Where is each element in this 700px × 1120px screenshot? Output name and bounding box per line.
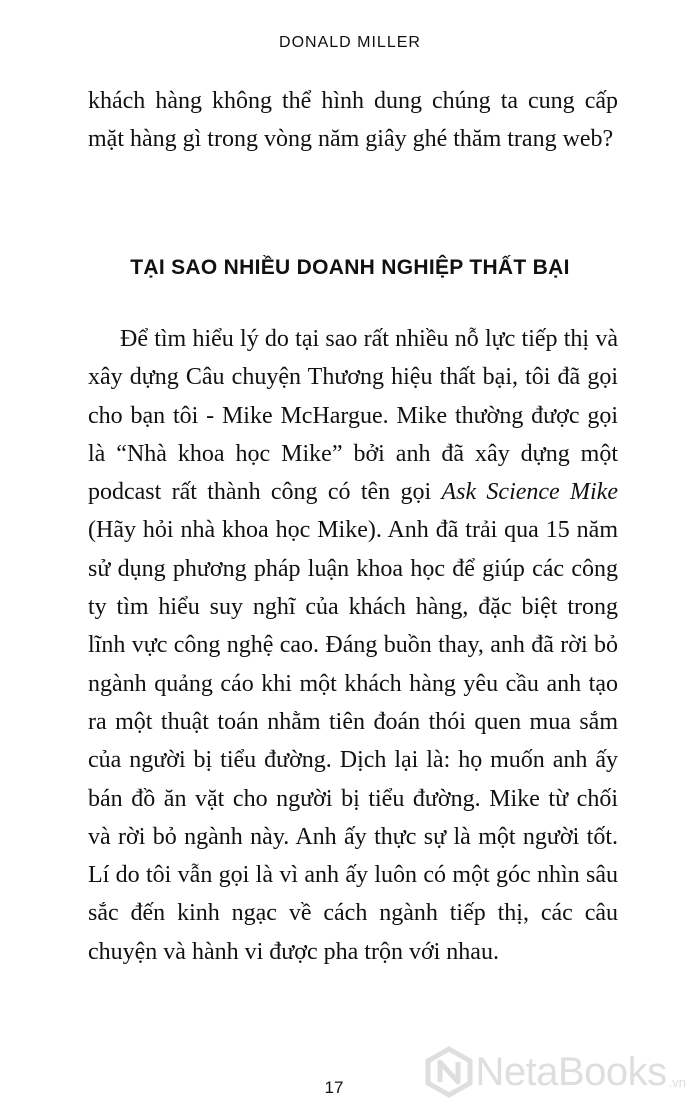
page-number: 17 — [324, 1078, 344, 1097]
netabooks-logo-icon — [423, 1046, 475, 1098]
watermark-brand: NetaBooks — [475, 1049, 667, 1094]
intro-block — [88, 82, 618, 159]
body-text-part2: (Hãy hỏi nhà khoa học Mike). Anh đã trải qua 15 năm sử dụng phương pháp luận khoa học để giúp các công ty tìm hiểu suy nghĩ của khách hàng, đặc biệt trong lĩnh vực công nghệ cao. Đáng buồn thay, anh đã rời bỏ ngành quảng cáo khi một khách hàng yêu cầu anh tạo ra một thuật toán nhằm tiên đoán thói quen mua sắm của người bị tiểu đường. Dịch lại là: họ muốn anh ấy bán đồ ăn vặt cho người bị tiểu đường. Mike từ chối và rời bỏ ngành này. Anh ấy thực sự là một người tốt. Lí do tôi vẫn gọi là vì anh ấy luôn có một góc nhìn sâu sắc đến kinh ngạc về cách ngành tiếp thị, các câu chuyện và hành vi được pha trộn với nhau. — [88, 517, 618, 965]
body-block — [88, 320, 618, 971]
book-title: Ask Science Mike — [441, 479, 618, 506]
body-paragraph — [88, 320, 618, 971]
watermark — [423, 1046, 686, 1098]
intro-paragraph: khách hàng không thể hình dung chúng ta cung cấp mặt hàng gì trong vòng năm giây ghé thăm trang web? — [88, 88, 618, 153]
running-head: DONALD MILLER — [279, 34, 421, 51]
body-text-part1: Để tìm hiểu lý do tại sao rất nhiều nỗ lực tiếp thị và xây dựng Câu chuyện Thương hiệu thất bại, tôi đã gọi cho bạn tôi - Mike McHargue. Mike thường được gọi là “Nhà khoa học Mike” bởi anh đã xây dựng một podcast rất thành công có tên gọi — [88, 326, 618, 506]
section-heading: TẠI SAO NHIỀU DOANH NGHIỆP THẤT BẠI — [130, 256, 570, 279]
watermark-suffix: .vn — [668, 1075, 686, 1090]
